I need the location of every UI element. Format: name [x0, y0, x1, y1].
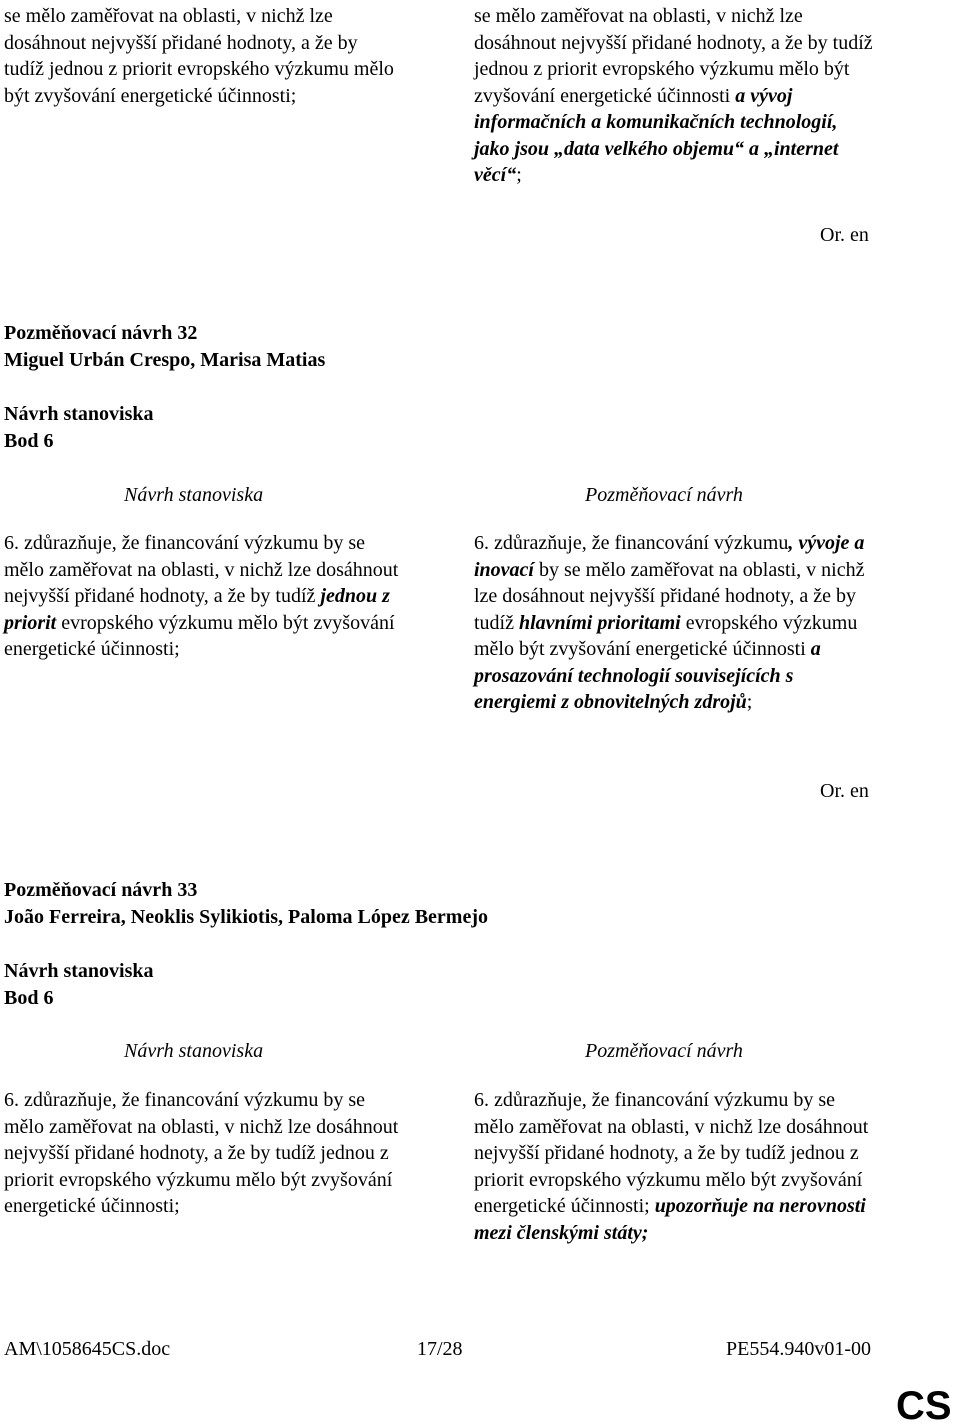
amendment-32-draft-text: 6. zdůrazňuje, že financování výzkumu by se mělo zaměřovat na oblasti, v nichž lze dosáhnout nejvyšší přidané hodnoty, a že by tudíž jednou z priorit evropského výzkumu mělo být zvyšování energetické účinnosti; — [4, 532, 399, 660]
column-head-draft: Návrh stanoviska — [124, 1040, 264, 1062]
amendment-33-motion: Návrh stanoviska — [4, 960, 154, 982]
footer-document-id: AM\1058645CS.doc — [4, 1338, 171, 1360]
top-right-text: se mělo zaměřovat na oblasti, v nichž lze dosáhnout nejvyšší přidané hodnoty, a že by tudíž jednou z priorit evropského výzkumu mělo být zvyšování energetické účinnosti a vývoj informačních a komunikačních technologií, jako jsou „data velkého objemu“ a „internet věcí“; — [474, 5, 873, 186]
amendment-32-authors: Miguel Urbán Crespo, Marisa Matias — [4, 349, 326, 371]
language-code: CS — [896, 1384, 952, 1428]
top-left-text: se mělo zaměřovat na oblasti, v nichž lze dosáhnout nejvyšší přidané hodnoty, a že by tudíž jednou z priorit evropského výzkumu mělo být zvyšování energetické účinnosti; — [4, 5, 394, 107]
column-head-draft: Návrh stanoviska — [124, 484, 264, 506]
amendment-32-paragraph: Bod 6 — [4, 430, 54, 452]
original-language: Or. en — [820, 224, 869, 246]
footer-reference: PE554.940v01-00 — [726, 1338, 871, 1360]
amendment-32-heading: Pozměňovací návrh 32 — [4, 322, 198, 344]
amendment-33-paragraph: Bod 6 — [4, 987, 54, 1009]
amendment-33-heading: Pozměňovací návrh 33 — [4, 879, 198, 901]
original-language: Or. en — [820, 780, 869, 802]
amendment-33-authors: João Ferreira, Neoklis Sylikiotis, Paloma López Bermejo — [4, 906, 488, 928]
amendment-33-draft-text: 6. zdůrazňuje, že financování výzkumu by se mělo zaměřovat na oblasti, v nichž lze dosáhnout nejvyšší přidané hodnoty, a že by tudíž jednou z priorit evropského výzkumu mělo být zvyšování energetické účinnosti; — [4, 1089, 399, 1217]
amendment-33-amended-text: 6. zdůrazňuje, že financování výzkumu by se mělo zaměřovat na oblasti, v nichž lze dosáhnout nejvyšší přidané hodnoty, a že by tudíž jednou z priorit evropského výzkumu mělo být zvyšování energetické účinnosti; upozorňuje na nerovnosti mezi členskými státy; — [474, 1089, 869, 1244]
footer-page-number: 17/28 — [417, 1338, 463, 1360]
amendment-32-motion: Návrh stanoviska — [4, 403, 154, 425]
column-head-amendment: Pozměňovací návrh — [585, 484, 743, 506]
amendment-32-amended-text: 6. zdůrazňuje, že financování výzkumu, vývoje a inovací by se mělo zaměřovat na oblasti, v nichž lze dosáhnout nejvyšší přidané hodnoty, a že by tudíž hlavními prioritami evropského výzkumu mělo být zvyšování energetické účinnosti a prosazování technologií souvisejících s energiemi z obnovitelných zdrojů; — [474, 532, 865, 713]
column-head-amendment: Pozměňovací návrh — [585, 1040, 743, 1062]
